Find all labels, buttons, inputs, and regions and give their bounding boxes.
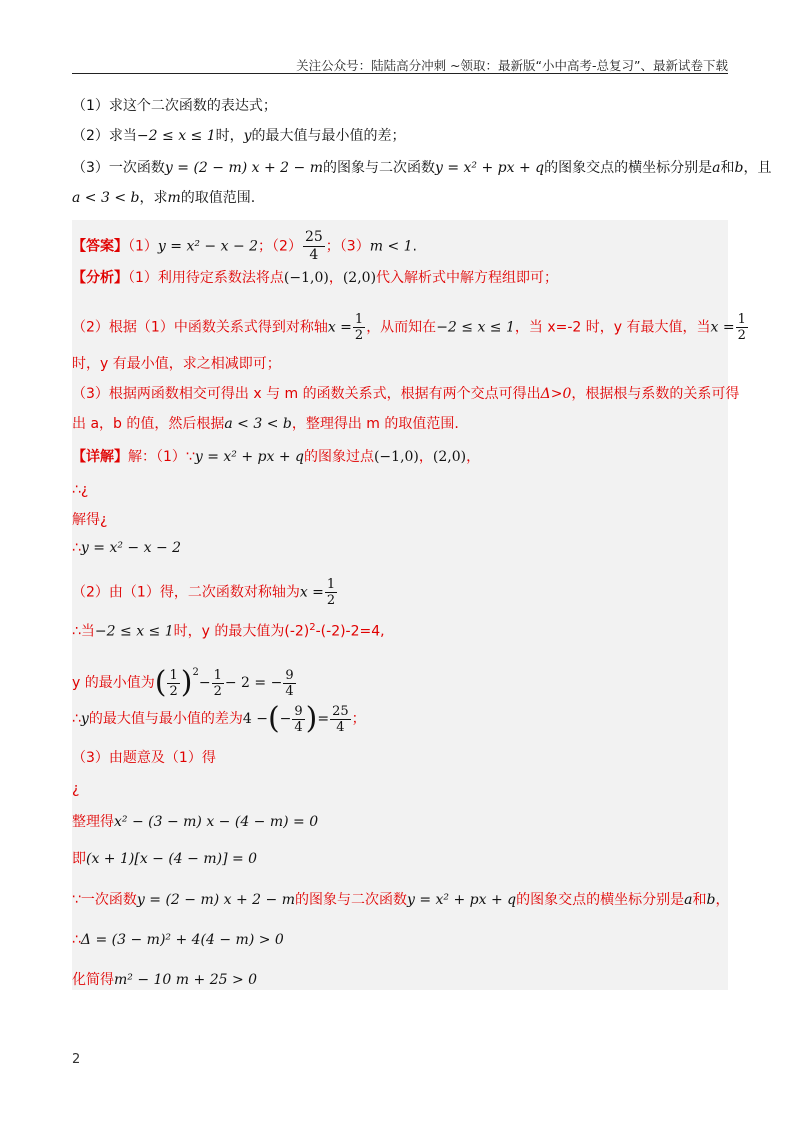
analysis-line-5 [72, 414, 459, 434]
analysis-line-1-end: 代入解析式中解方程组即可； [376, 270, 559, 286]
question-part-3-and: 和 [720, 160, 735, 176]
question-part-2-variable: y [243, 128, 252, 144]
left-paren: ( [154, 665, 167, 700]
detail-min-denominator-1: 2 [169, 683, 178, 699]
detail-axis-denominator: 2 [326, 593, 336, 608]
answer-part-2-numerator: 25 [304, 229, 323, 245]
detail-simplified-inequality: m² − 10 m + 25 > 0 [114, 972, 258, 988]
detail-line-12 [72, 849, 257, 869]
analysis-root-condition: a < 3 < b [224, 416, 292, 432]
answer-line [72, 229, 417, 264]
question-part-3-middle-2: 的图象交点的横坐标分别是 [544, 160, 713, 176]
detail-line-2 [72, 480, 88, 500]
detail-line-13-end: ， [715, 892, 730, 908]
detail-line-2-text: ∴¿ [72, 482, 89, 498]
detail-factored-equation: (x + 1)[x − (4 − m)] = 0 [86, 851, 258, 867]
analysis-line-5-prefix: 出 a，b 的值，然后根据 [72, 416, 225, 432]
question-part-2 [72, 126, 406, 146]
analysis-point-2: (2,0) [342, 270, 377, 286]
detail-line-8-y: y [80, 711, 89, 727]
detail-line-13-middle: 的图象与二次函数 [295, 892, 407, 908]
detail-line-4-prefix: ∴ [72, 540, 81, 556]
detail-minus: − [198, 675, 211, 691]
analysis-min-denominator: 2 [737, 328, 746, 343]
question-part-2-condition: −2 ≤ x ≤ 1 [136, 128, 216, 144]
answer-end: . [412, 238, 417, 255]
detail-line-15 [72, 970, 257, 990]
analysis-min-x: x = [710, 319, 735, 336]
detail-min-square: 2 [192, 667, 199, 678]
analysis-line-4-prefix: （3）根据两函数相交可得出 x 与 m 的函数关系式，根据有两个交点可得出 [72, 386, 541, 402]
analysis-axis-x: x = [327, 319, 352, 336]
question-part-2-end: 的最大值与最小值的差； [251, 128, 406, 144]
detail-quadratic-result: y = x² − x − 2 [80, 540, 182, 556]
detail-line-1 [72, 447, 480, 467]
detail-line-7-prefix: y 的最小值为 [72, 675, 155, 691]
analysis-line-2-middle: ，从而知在 [366, 319, 437, 336]
detail-line-13-and: 和 [692, 892, 707, 908]
detail-min-fraction-2 [212, 668, 224, 699]
detail-diff-result [330, 704, 351, 735]
detail-line-8-prefix: ∴ [72, 711, 81, 727]
detail-line-8-middle: 的最大值与最小值的差为 [88, 711, 243, 727]
left-paren: ( [267, 701, 280, 736]
answer-part-2-denominator: 4 [309, 247, 319, 263]
analysis-axis-denominator: 2 [354, 328, 364, 343]
detail-discriminant: Δ = (3 − m)² + 4(4 − m) > 0 [80, 932, 284, 948]
detail-diff-fraction [292, 704, 304, 735]
detail-diff-denominator: 4 [294, 719, 303, 735]
detail-point-2: (2,0) [432, 449, 467, 465]
question-part-3-linear-function: y = (2 − m) x + 2 − m [164, 160, 323, 176]
analysis-line-1 [72, 268, 558, 288]
detail-line-13-a: a [684, 892, 693, 908]
question-part-2-when: 时， [215, 128, 244, 144]
analysis-axis-numerator: 1 [354, 312, 364, 327]
detail-line-1-middle: 的图象过点 [303, 449, 374, 465]
analysis-label: 【分析】 [72, 270, 128, 286]
question-part-3-condition: a < 3 < b [72, 190, 140, 206]
question-part-3-b: b [734, 160, 744, 176]
answer-separator-1: ；（2） [258, 238, 302, 255]
detail-line-6-middle: 时，y 的最大值为(-2) [173, 623, 310, 640]
question-part-3-prefix: （3）一次函数 [72, 160, 165, 176]
analysis-line-3 [72, 354, 281, 374]
detail-line-3 [72, 510, 107, 530]
question-part-1 [72, 96, 277, 116]
analysis-min-fraction [736, 312, 748, 343]
answer-part-1: y = x² − x − 2 [157, 238, 259, 255]
question-part-3-end: ，且 [743, 160, 772, 176]
detail-diff-result-numerator: 25 [332, 703, 349, 719]
question-part-3-range: 的取值范围. [180, 190, 256, 206]
detail-line-4 [72, 538, 181, 558]
detail-line-14 [72, 930, 284, 950]
detail-line-1-end: ， [466, 449, 481, 465]
analysis-axis-fraction [353, 312, 365, 343]
analysis-range: −2 ≤ x ≤ 1 [436, 319, 515, 336]
detail-axis-fraction [325, 577, 337, 608]
detail-line-7 [72, 656, 297, 700]
detail-line-6 [72, 618, 385, 642]
detail-quadratic-function: y = x² + px + q [194, 449, 304, 465]
answer-part-3: m < 1 [369, 238, 413, 255]
header-rule [72, 73, 728, 74]
detail-line-11 [72, 812, 318, 832]
question-part-1-text: （1）求这个二次函数的表达式； [72, 98, 277, 114]
detail-line-11-prefix: 整理得 [72, 814, 114, 830]
detail-line-15-prefix: 化简得 [72, 972, 114, 988]
detail-line-13-prefix: ∵一次函数 [72, 892, 137, 908]
detail-min-denominator-2: 2 [213, 683, 222, 699]
analysis-line-4 [72, 384, 739, 404]
question-part-3-line-1 [72, 158, 771, 178]
detail-line-9-text: （3）由题意及（1）得 [72, 750, 216, 766]
answer-separator-2: ；（3） [325, 238, 370, 255]
detail-line-13 [72, 890, 729, 910]
detail-line-10 [72, 779, 79, 799]
detail-line-10-text: ¿ [72, 781, 80, 797]
detail-min-result [283, 668, 295, 699]
detail-axis-x: x = [299, 584, 324, 601]
detail-line-8-expression: 4 − [242, 711, 268, 727]
answer-part-1-label: （1） [128, 238, 158, 255]
question-part-2-prefix: （2）求当 [72, 128, 137, 144]
detail-point-1: (−1,0) [373, 449, 419, 465]
question-part-3-m: m [167, 190, 181, 206]
detail-axis-numerator: 1 [326, 577, 336, 592]
detail-line-1-prefix: 解：（1）∵ [128, 449, 195, 465]
detail-min-fraction-1 [167, 668, 179, 699]
detail-line-3-text: 解得¿ [72, 512, 108, 528]
detail-line-6-exponent: 2 [309, 622, 316, 633]
detail-line-6-end: -(-2)-2=4, [315, 623, 385, 640]
detail-min-numerator-1: 1 [169, 667, 178, 683]
question-part-3-a: a [712, 160, 721, 176]
detail-min-result-denominator: 4 [285, 683, 294, 699]
detail-line-8 [72, 702, 366, 736]
question-part-3-quadratic-function: y = x² + px + q [435, 160, 545, 176]
detail-line-5 [72, 577, 338, 608]
detail-label: 【详解】 [72, 449, 128, 465]
detail-line-5-prefix: （2）由（1）得，二次函数对称轴为 [72, 584, 300, 601]
page-number: 2 [72, 1052, 81, 1067]
answer-part-2-fraction [303, 229, 325, 264]
detail-diff-numerator: 9 [294, 703, 303, 719]
question-part-3-line-2 [72, 188, 255, 208]
detail-line-14-prefix: ∴ [72, 932, 81, 948]
question-part-3-ask: ，求 [139, 190, 168, 206]
right-paren: ) [180, 665, 193, 700]
analysis-line-2 [72, 312, 749, 343]
detail-line-9 [72, 748, 216, 768]
detail-line-8-negative: − [279, 711, 292, 727]
detail-simplified-equation: x² − (3 − m) x − (4 − m) = 0 [114, 814, 319, 830]
detail-line-6-prefix: ∴当 [72, 623, 95, 640]
analysis-line-1-prefix: （1）利用待定系数法将点 [128, 270, 284, 286]
detail-line-13-b: b [706, 892, 716, 908]
detail-min-result-numerator: 9 [285, 667, 294, 683]
analysis-line-3-text: 时，y 有最小值，求之相减即可； [72, 356, 281, 372]
detail-min-numerator-2: 1 [213, 667, 222, 683]
analysis-line-2-middle-2: ，当 x=-2 时，y 有最大值，当 [514, 319, 711, 336]
analysis-line-4-end: ，根据根与系数的关系可得 [571, 386, 740, 402]
detail-diff-result-denominator: 4 [336, 719, 345, 735]
detail-comma: ， [418, 449, 433, 465]
analysis-comma: ， [328, 270, 343, 286]
detail-diff-equals: = [317, 711, 330, 727]
question-part-3-middle: 的图象与二次函数 [323, 160, 435, 176]
detail-line-12-prefix: 即 [72, 851, 86, 867]
detail-quadratic-function-2: y = x² + px + q [407, 892, 517, 908]
answer-label: 【答案】 [72, 238, 128, 255]
right-paren: ) [305, 701, 318, 736]
analysis-line-2-prefix: （2）根据（1）中函数关系式得到对称轴 [72, 319, 328, 336]
detail-range: −2 ≤ x ≤ 1 [94, 623, 174, 640]
detail-line-13-middle-2: 的图象交点的横坐标分别是 [516, 892, 685, 908]
header-text: 关注公众号：陆陆高分冲刺 ~领取：最新版“小中高考-总复习”、最新试卷下载 [296, 58, 728, 73]
detail-line-8-end: ； [351, 711, 366, 727]
detail-min-middle: − 2 = − [224, 675, 283, 691]
analysis-line-5-end: ，整理得出 m 的取值范围. [291, 416, 459, 432]
analysis-point-1: (−1,0) [283, 270, 329, 286]
analysis-min-numerator: 1 [737, 312, 746, 327]
detail-linear-function: y = (2 − m) x + 2 − m [136, 892, 295, 908]
analysis-discriminant: Δ>0 [540, 386, 572, 402]
